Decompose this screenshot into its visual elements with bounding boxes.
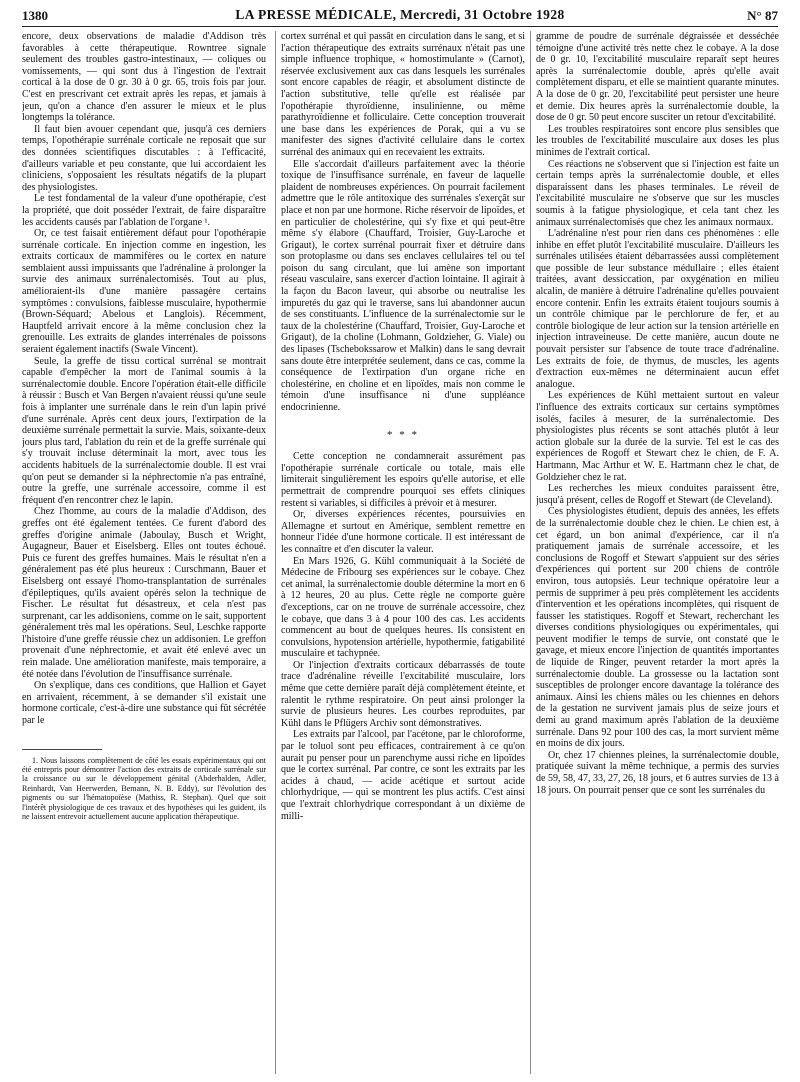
page-number: 1380 (22, 8, 48, 23)
paragraph: Or, diverses expériences récentes, poursuivies en Allemagne et surtout en Amérique, semblent remettre en honneur l'idée d'une hormone corticale. Il est intéressant de les connaître et d'en discuter la valeur. (281, 509, 525, 555)
paragraph: Ces réactions ne s'observent que si l'injection est faite un certain temps après la surrénalectomie double, et elles disparaissent dans les phases terminales. Le réveil de l'excitabilité musculaire ne s'observe que sur les muscles soumis à la fatigue physiologique, et cela tant chez les animaux surrénalectomisés que chez les animaux normaux. (536, 158, 779, 228)
paragraph: Or l'injection d'extraits corticaux débarrassés de toute trace d'adrénaline réveille l'excitabilité musculaire, lors même que cette dernière paraît déjà complètement éteinte, et ralentit le rythme respiratoire. On peut ainsi prolonger la survie de plusieurs heures. Les courbes reproduites, par Kühl dans le Pflügers Archiv sont démonstratives. (281, 659, 525, 729)
paragraph: En Mars 1926, G. Kühl communiquait à la Société de Médecine de Fribourg ses expériences sur le cobaye. Chez cet animal, la surrénalectomie double détermine la mort en 6 à 12 heures, 20 au plus. Cette règle ne comporte guère d'exceptions, car on ne trouve de surrénale accessoire, chez le cobaye, que dans 3 à 4 pour 100 des cas. Les accidents commencent au bout de quelques heures. Ils consistent en convulsions, hypotension artérielle, hypothermie, fatigabilité musculaire et tachypnée. (281, 555, 525, 660)
paragraph: Il faut bien avouer cependant que, jusqu'à ces derniers temps, l'opothérapie surrénale corticale ne reposait que sur des données scientifiques discutables : à l'efficacité, d'ailleurs variable et peu constante, que lui accordaient les cliniciens, s'opposaient les résultats négatifs de la plupart des physiologistes. (22, 123, 266, 193)
paragraph: Chez l'homme, au cours de la maladie d'Addison, des greffes ont été également tentées. Ce furent d'abord des greffes d'origine animale (Jaboulay, Busch et Wright, Augagneur, Bauer et Eiselsberg. Elles ont toutes échoué. Puis ce furent des greffes humaines. Mais le résultat n'en a généralement pas été plus heureux : Curschmann, Bauer et Eiselsberg ont essayé l'homo-transplantation de surrénales d'épileptiques, qu'ils avaient opérés selon la technique de Fischer. Le résultat fut désastreux, et cela n'est pas surprenant, car les addisoniens, comme on le sait, supportent généralement très mal les opérations. Seul, Leschke rapporte l'histoire d'une greffe réussie chez un addisonien. Le greffon provenait d'une néphrectomie, et avait été enlevé avec un rein malade. Une amélioration manifeste, mais temporaire, a été notée dans l'évolution de l'insuffisance surrénale. (22, 506, 266, 680)
column-1 (22, 31, 266, 1076)
paragraph: Or, chez 17 chiennes pleines, la surrénalectomie double, pratiquée suivant la même technique, a permis des survies de 59, 58, 47, 33, 27, 26, 18 jours, et 6 autres survies de 13 à 18 jours. On pourrait penser que ce sont les surrénales du (536, 749, 779, 796)
paragraph: On s'explique, dans ces conditions, que Hallion et Gayet en arrivaient, récemment, à se demander s'il existait une hormone corticale, c'est-à-dire une substance qui fût sécrétée par le (22, 680, 266, 727)
footnote-rule (22, 749, 102, 750)
footnote (22, 756, 266, 822)
column-divider (530, 31, 531, 1074)
paragraph: Les recherches les mieux conduites paraissent être, jusqu'à présent, celles de Rogoff et Stewart (de Cleveland). (536, 483, 779, 506)
journal-title: LA PRESSE MÉDICALE, Mercredi, 31 Octobre 1928 (235, 7, 565, 22)
paragraph: Les expériences de Kühl mettaient surtout en valeur l'influence des extraits corticaux sur certains symptômes isolés, faciles à mesurer, de la surrénalectomie. Des physiologistes plus récents se sont attachés plutôt à leur action globale sur la durée de la survie. Tel est le cas des expériences de Rogoff et Stewart chez le chien, de F. A. Hartmann, Mac Arthur et W. E. Hartmann chez le chat, de Goldzieher chez le rat. (536, 390, 779, 483)
running-header (22, 6, 778, 27)
issue-number: N° 87 (747, 8, 778, 23)
paragraph: Le test fondamental de la valeur d'une opothérapie, c'est la propriété, que doit posséder l'extrait, de faire disparaître les accidents causés par l'ablation de l'organe ¹. (22, 193, 266, 228)
column-divider (275, 31, 276, 1074)
paragraph: Les extraits par l'alcool, par l'acétone, par le chloroforme, par le toluol sont peu efficaces, contrairement à ce qu'on aurait pu penser pour un parenchyme aussi riche en lipoïdes que le cortex surrénal. Par contre, ce sont les extraits par les acides à chaud, — acide acétique et surtout acide chlorhydrique, — qui se montrent les plus actifs. C'est ainsi que l'extrait chlorhydrique correspondant à un dixième de milli- (281, 729, 525, 822)
paragraph: encore, deux observations de maladie d'Addison très favorables à cette thérapeutique. Rowntree signale seulement des troubles gastro-intestinaux, — coliques ou vomissements, — qui sont dus à l'ingestion de l'extrait cortical à la dose de 0 gr. 30 à 0 gr. 65, trois fois par jour. C'est en prescrivant cet extrait après les repas, et jamais à jeun, qu'on a chance d'en assurer le mieux et le plus longtemps la tolérance. (22, 31, 266, 124)
column-3 (536, 31, 779, 1076)
paragraph: Cette conception ne condamnerait assurément pas l'opothérapie surrénale corticale ou totale, mais elle limiterait singulièrement les espoirs qu'elle autorise, et elle permettrait de comprendre pourquoi ses effets cliniques restent si variables, si difficiles à prévoir et à mesurer. (281, 451, 525, 509)
paragraph: gramme de poudre de surrénale dégraissée et desséchée témoigne d'une activité très nette chez le cobaye. A la dose de 0 gr. 10, l'excitabilité musculaire reparaît sept heures après la surrénalectomie double, après qu'elle avait complètement disparu, et elle se maintient quarante minutes. A la dose de 0 gr. 20, l'excitabilité peut persister une heure et demie. Dix heures après la surrénalectomie double, la dose de 0 gr. 50 peut encore susciter un retour d'excitabilité. (536, 31, 779, 124)
paragraph: Ces physiologistes étudient, depuis des années, les effets de la surrénalectomie double chez le chien. Le chien est, à cet égard, un bon animal d'expérience, car il n'a pratiquement jamais de surrénale accessoire, et les conclusions de Rogoff et Stewart s'appuient sur des séries d'expériences qui portent sur 200 chiens de contrôle environ, tous autopsiés. Leur technique opératoire leur a permis de supprimer à peu près complètement les accidents d'intervention et les opérations incomplètes, qui risquent de fausser les statistiques. Rogoff et Stewart, recherchant les diverses conditions physiologiques ou expérimentales, qui peuvent modifier le temps de survie, ont constaté que le gavage, et mieux encore l'injection de quantités importantes de liquide de Ringer, peuvent retarder la mort après la surrénalectomie double. La grossesse ou la lactation sont susceptibles de prolonger encore davantage la tolérance des animaux. Ainsi les chiens mâles ou les chiennes en dehors de la gestation ne survivent jamais plus de seize jours et demi au grand maximum après l'ablation de la deuxième surrénale. Dans 92 pour 100 des cas, la mort survient même en moins de dix jours. (536, 506, 779, 750)
footnote-text: 1. Nous laissons complètement de côté les essais expérimentaux qui ont été entrepris pour démontrer l'action des extraits de corticale surrénale sur la croissance ou sur le développement génital (Abderhalden, Adler, Reinhardt, Van Heerwerden, Bemann, N. B. Eddy), sur l'évolution des pigments ou sur l'hématopoïèse (Mathiss, R. Stephan). Quel que soit l'intérêt physiologique de ces travaux et des hypothèses qui les guident, ils ne laissent entrevoir actuellement aucune application thérapeutique. (22, 755, 266, 822)
paragraph: Elle s'accordait d'ailleurs parfaitement avec la théorie toxique de l'insuffisance surrénale, en faveur de laquelle plaident de nombreuses expériences. On pourrait facilement admettre que le rôle antitoxique des surrénales s'exerçât sur place et non par une hormone. Riche réservoir de lipoïdes, et en particulier de cholestérine, qui s'y fixe et qui peut-être même s'y élabore (Chauffard, Troisier, Guy-Laroche et Grigaut), le cortex surrénal pourrait fixer et détruire dans son protoplasme ou dans ses enclaves cellulaires tel ou tel poison du sang circulant, que lui amène son important réseau vasculaire, sans exercer d'action lointaine. Il agirait à la façon du Bacon laveur, qui absorbe ou neutralise les impuretés du gaz qui le traverse, sans lui abandonner aucun de ses constituants. L'influence de la surrénalectomie sur le taux de la cholestérine (Chauffard, Troisier, Guy-Laroche et Grigaut), de la choline (Lohmann, Goldzieher, G. Viale) ou des lipases (Tschebokssarow et Malkin) dans le sang devrait sans doute être interprétée seulement, dans ce cas, comme la conséquence de l'extirpation d'un organe riche en cholestérine, en choline et en lipoïdes, mais non comme le témoin d'une insuffisance ni d'une suppléance endocrinienne. (281, 158, 525, 413)
paragraph: Les troubles respiratoires sont encore plus sensibles que les troubles de l'excitabilité musculaire aux doses les plus minimes de l'extrait cortical. (536, 123, 779, 158)
section-separator: * * * (387, 428, 419, 441)
paragraph: cortex surrénal et qui passât en circulation dans le sang, et si l'action thérapeutique des extraits surrénaux n'était pas une simple influence trophique, « homostimulante » (Carnot), réservée exclusivement aux cas dans lesquels les surrénales sont encore capables de réagir, et absolument distincte de l'action substitutive, telle qu'elle est réalisée par l'opothérapie thyroïdienne, insulinienne, ou même parathyroïdienne et folliculaire. Cette conception trouverait une base dans les expériences de Porak, qui a vu se manifester des signes d'activité cellulaire dans le cortex surrénal des animaux qui en recevaient les extraits. (281, 31, 525, 158)
paragraph: Seule, la greffe de tissu cortical surrénal se montrait capable d'empêcher la mort de l'animal soumis à la surrénalectomie double. Encore l'opération était-elle difficile à réussir : Busch et Van Bergen n'avaient réussi qu'une seule fois à implanter une surrénale dans le rein d'un lapin privé d'une surrénale. Après cent deux jours, l'extirpation de la deuxième surrénale permettait la survie. Mais, soixante-deux jours plus tard, l'ablation du rein et de la greffe surrénale qui s'y trouvait incluse déterminait la mort, avec tous les accidents habituels de la surrénalectomie double. Il est vrai qu'on peut se demander si la néphrectomie n'a pas entraîné, outre la greffe, une surrénale accessoire, comme il est fréquent d'en rencontrer chez le lapin. (22, 355, 266, 506)
column-2 (281, 31, 525, 1076)
paragraph: L'adrénaline n'est pour rien dans ces phénomènes : elle inhibe en effet plutôt l'excitabilité musculaire. D'ailleurs les surrénales utilisées étaient débarrassées aussi complètement que possible de leur substance médullaire ; elles étaient traitées, avant dessiccation, par oxygénation en milieu alcalin, de manière à détruire l'adrénaline qu'elles pouvaient encore contenir. Enfin les extraits étaient toujours soumis à un contrôle chimique par le perchlorure de fer, et au contrôle biologique de leur action sur la tension artérielle en injection intraveineuse. De cette manière, aucun doute ne pouvait persister sur l'absence de toute trace d'adrénaline. Les extraits de foie, de thymus, de muscles, les agents d'extraction eux-mêmes ne déterminaient aucun effet analogue. (536, 228, 779, 390)
paragraph: Or, ce test faisait entièrement défaut pour l'opothérapie surrénale corticale. En injection comme en ingestion, les extraits corticaux de mammifères ou le cortex en nature semblaient aussi impuissants que l'adrénaline à prolonger la survie des animaux surrénalectomisés. Tout au plus, amélioraient-ils d'une manière passagère certains symptômes : convulsions, faiblesse musculaire, hypothermie (Brown-Séquard; Abelous et Langlois). Récemment, Hauptfeld arrivait encore à la même conclusion chez la grenouille. Les extraits de glandes interrénales de poissons seraient également inactifs (Swale Vincent). (22, 228, 266, 356)
